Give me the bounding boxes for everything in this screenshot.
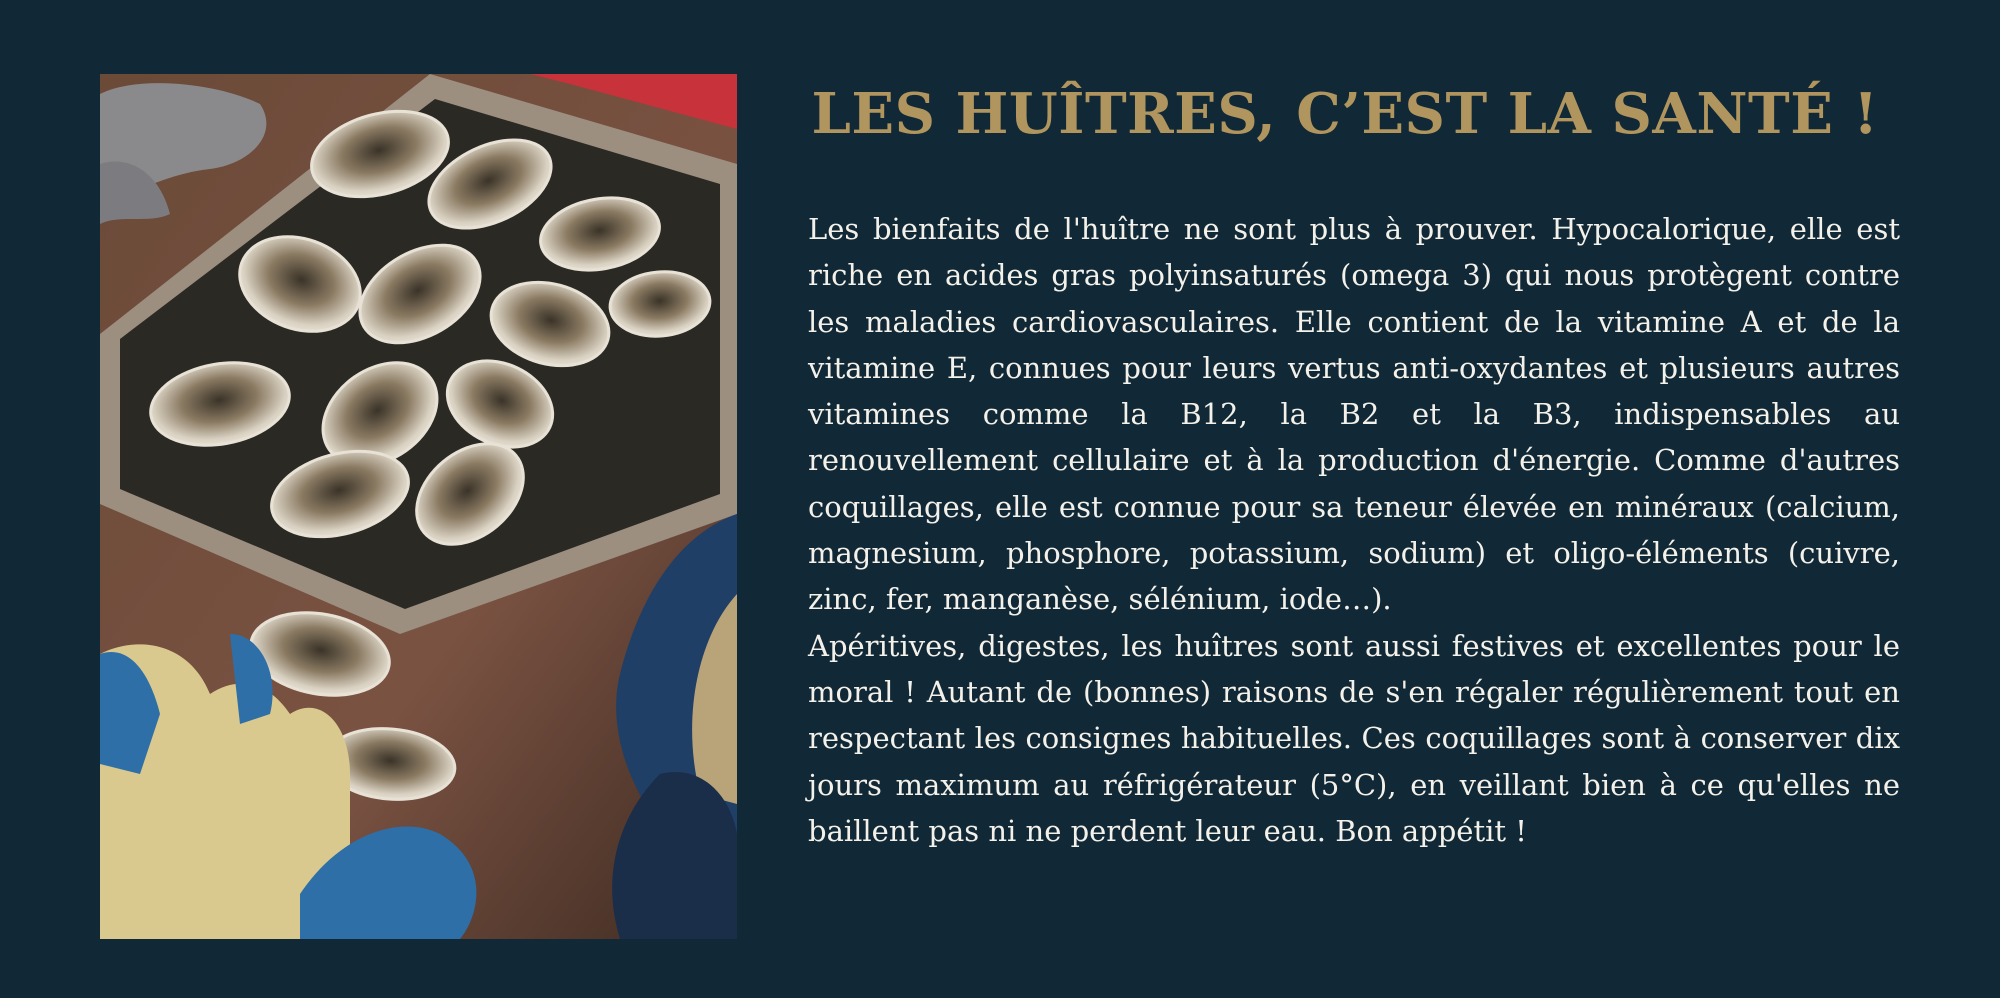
- oysters-illustration: [100, 74, 737, 939]
- article-body: [808, 206, 1900, 854]
- page-title: LES HUÎTRES, C’EST LA SANTÉ !: [811, 81, 1879, 147]
- paragraph-health-benefits: Les bienfaits de l'huître ne sont plus à prouver. Hypocalorique, elle est riche en acides gras polyinsaturés (omega 3) qui nous protègent contre les maladies cardiovasculaires. Elle contient de la vitamine A et de la vitamine E, connues pour leurs vertus anti-oxydantes et plusieurs autres vitamines comme la B12, la B2 et la B3, indispensables au renouvellement cellulaire et à la production d'énergie. Comme d'autres coquillages, elle est connue pour sa teneur élevée en minéraux (calcium, magnesium, phosphore, potassium, sodium) et oligo-éléments (cuivre, zinc, fer, manganèse, sélénium, iode…).: [808, 212, 1900, 617]
- oysters-photo: [100, 74, 737, 939]
- paragraph-conservation-tips: Apéritives, digestes, les huîtres sont aussi festives et excellentes pour le moral ! Autant de (bonnes) raisons de s'en régaler régulièrement tout en respectant les consignes habituelles. Ces coquillages sont à conserver dix jours maximum au réfrigérateur (5°C), en veillant bien à ce qu'elles ne baillent pas ni ne perdent leur eau. Bon appétit !: [808, 628, 1900, 848]
